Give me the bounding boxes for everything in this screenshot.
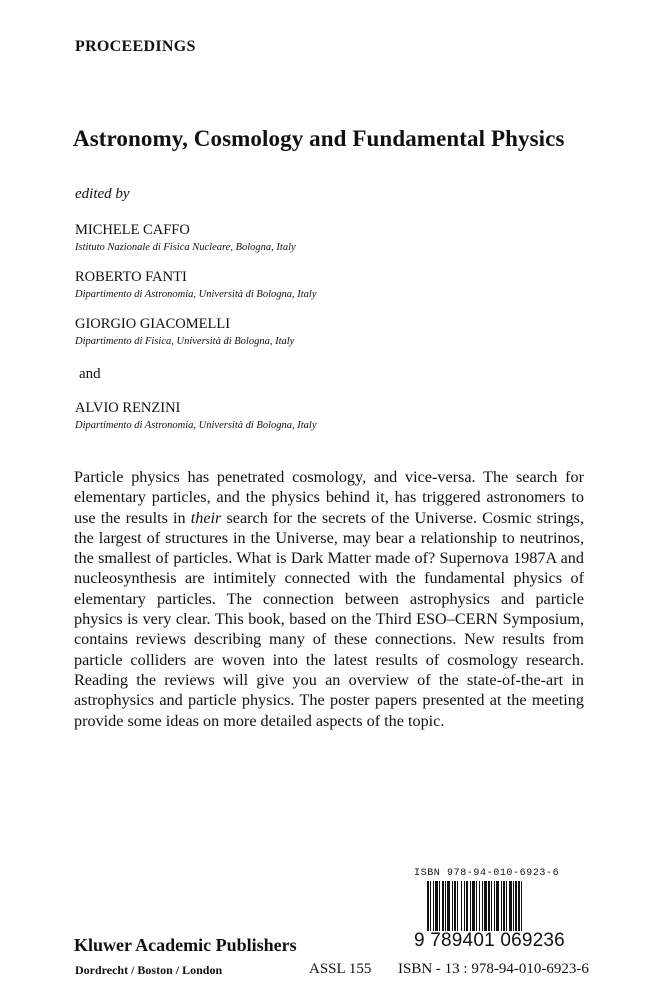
back-cover-blurb xyxy=(74,467,584,731)
series-number: ASSL 155 xyxy=(309,961,372,977)
editor-name: ROBERTO FANTI xyxy=(75,269,187,285)
barcode-number: 9 789401 069236 xyxy=(414,930,565,951)
publisher-name: Kluwer Academic Publishers xyxy=(74,935,297,955)
editor-affiliation: Dipartimento di Astronomia, Università di Bologna, Italy xyxy=(75,289,317,300)
series-label: PROCEEDINGS xyxy=(75,38,196,55)
editor-affiliation: Istituto Nazionale di Fisica Nucleare, Bologna, Italy xyxy=(75,242,296,253)
editor-affiliation: Dipartimento di Astronomia, Università di Bologna, Italy xyxy=(75,420,317,431)
editor-name: MICHELE CAFFO xyxy=(75,222,190,238)
book-title: Astronomy, Cosmology and Fundamental Physics xyxy=(73,126,565,151)
publisher-cities: Dordrecht / Boston / London xyxy=(75,963,223,977)
blurb-text-end: search for the secrets of the Universe. Cosmic strings, the largest of structures in the Universe, may bear a relationship to neutrinos, the smallest of particles. What is Dark Matter made of? Supernova 1987A and nucleosynthesis are intimitely connected with the fundamental physics of elementary particles. The connection between astrophysics and particle physics is very clear. This book, based on the Third ESO–CERN Symposium, contains reviews describing many of these connections. New results from particle colliders are woven into the latest results of cosmology research. Reading the reviews will give you an overview of the state-of-the-art in astrophysics and particle physics. The poster papers presented at the meeting provide some ideas on more detailed aspects of the topic. xyxy=(74,508,584,730)
barcode-image xyxy=(427,881,559,931)
and-conjunction: and xyxy=(79,366,101,382)
editor-name: GIORGIO GIACOMELLI xyxy=(75,316,231,332)
edited-by-label: edited by xyxy=(75,186,130,202)
editor-affiliation: Dipartimento di Fisica, Università di Bologna, Italy xyxy=(75,336,295,347)
isbn-13: ISBN - 13 : 978-94-010-6923-6 xyxy=(398,961,589,977)
barcode-isbn-label: ISBN 978-94-010-6923-6 xyxy=(414,868,560,879)
editor-name: ALVIO RENZINI xyxy=(75,400,181,416)
blurb-text-start: Particle physics has penetrated cosmology, and vice-versa. The search for elementary particles, and the physics behind it, has triggered astronomers to use the results in xyxy=(74,468,584,527)
blurb-emphasis: their xyxy=(190,508,222,527)
